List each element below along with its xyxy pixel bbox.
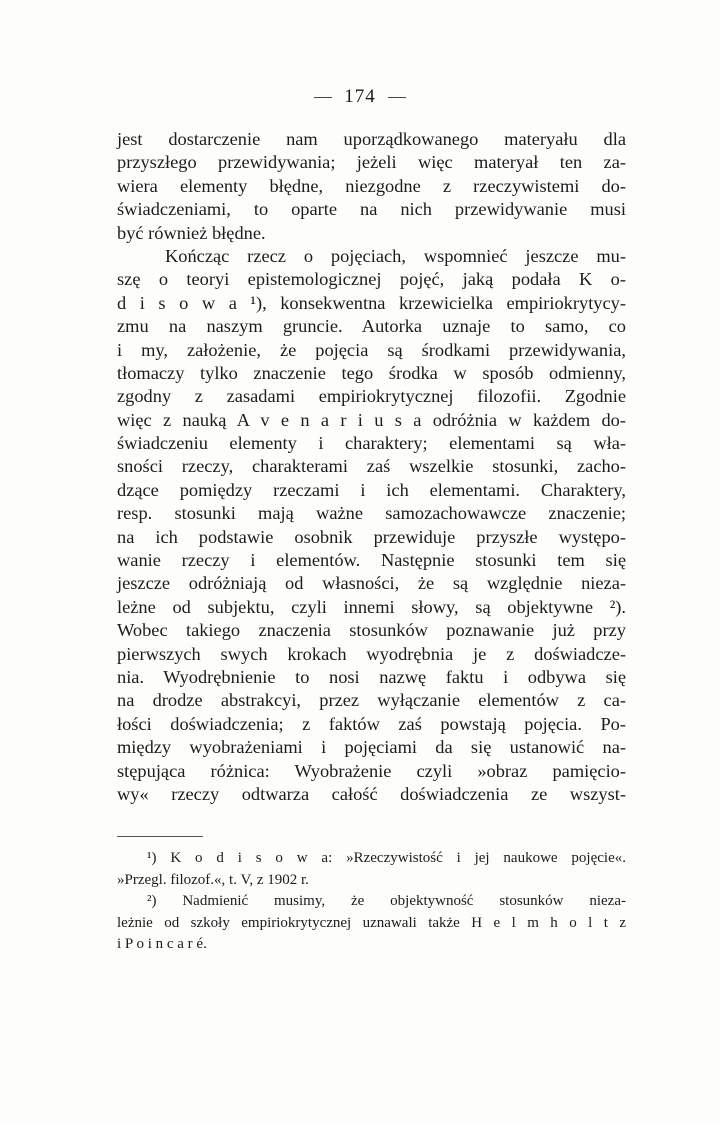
text-line: zgodny z zasadami empiriokrytycznej filozofii. Zgodnie <box>117 386 626 407</box>
header-dash-right <box>388 97 406 98</box>
text-line: pierwszych swych krokach wyodrębnia je z doświadcze- <box>117 643 626 664</box>
text-line: stępująca różnica: Wyobrażenie czyli »obraz pamięcio- <box>117 760 626 781</box>
text-line: wiera elementy błędne, niezgodne z rzeczywistemi do- <box>117 175 626 196</box>
footnote-divider <box>117 836 203 837</box>
text-line: jeszcze odróżniają od własności, że są względnie nieza- <box>117 573 626 594</box>
text-line: łości doświadczenia; z faktów zaś powstają pojęcia. Po- <box>117 713 626 734</box>
footnote-line: ²) Nadmienić musimy, że objektywność stosunków nieza- <box>147 893 626 909</box>
text-line: więc z nauką A v e n a r i u s a odróżnia w każdem do- <box>117 409 626 430</box>
page-number: 174 <box>344 86 376 107</box>
text-line: leżne od subjektu, czyli innemi słowy, są objektywne ²). <box>117 596 626 617</box>
text-line: świadczeniami, to oparte na nich przewidywanie musi <box>117 199 626 220</box>
page-header <box>0 86 720 108</box>
header-dash-left <box>314 97 332 98</box>
text-line: na ich podstawie osobnik przewiduje przyszłe występo- <box>117 526 626 547</box>
text-line: zmu na naszym gruncie. Autorka uznaje to samo, co <box>117 316 626 337</box>
text-line: wy« rzeczy odtwarza całość doświadczenia ze wszyst- <box>117 783 626 804</box>
text-line: i my, założenie, że pojęcia są środkami przewidywania, <box>117 339 626 360</box>
text-line: być również błędne. <box>117 222 266 243</box>
text-line: d i s o w a ¹), konsekwentna krzewicielka empiriokrytycy- <box>117 292 626 313</box>
text-line: resp. stosunki mają ważne samozachowawcze znaczenie; <box>117 503 626 524</box>
text-line: wanie rzeczy i elementów. Następnie stosunki tem się <box>117 550 626 571</box>
text-line: Kończąc rzecz o pojęciach, wspomnieć jeszcze mu- <box>165 245 626 266</box>
footnotes <box>117 848 626 956</box>
text-line: dzące pomiędzy rzeczami i ich elementami. Charaktery, <box>117 479 626 500</box>
text-line: nia. Wyodrębnienie to nosi nazwę faktu i odbywa się <box>117 666 626 687</box>
text-line: jest dostarczenie nam uporządkowanego materyału dla <box>117 129 626 149</box>
text-line: sności rzeczy, charakterami zaś wszelkie stosunki, zacho- <box>117 456 626 477</box>
footnote-line: »Przegl. filozof.«, t. V, z 1902 r. <box>117 871 309 888</box>
text-line: tłomaczy tylko znaczenie tego środka w sposób odmienny, <box>117 362 626 383</box>
text-line: między wyobrażeniami i pojęciami da się ustanowić na- <box>117 737 626 758</box>
text-line: świadczeniu elementy i charaktery; elementami są wła- <box>117 433 626 454</box>
text-line: Wobec takiego znaczenia stosunków poznawanie już przy <box>117 620 626 641</box>
text-line: przyszłego przewidywania; jeżeli więc materyał ten za- <box>117 152 626 173</box>
main-text <box>117 128 626 806</box>
text-line: na drodze abstrakcyi, przez wyłączanie elementów z ca- <box>117 690 626 711</box>
footnote-line: ¹) K o d i s o w a: »Rzeczywistość i jej naukowe pojęcie«. <box>147 850 626 866</box>
footnote-line: leżnie od szkoły empiriokrytycznej uznawali także H e l m h o l t z <box>117 914 626 931</box>
text-line: szę o teoryi epistemologicznej pojęć, jaką podała K o- <box>117 269 626 290</box>
footnote-line: i P o i n c a r é. <box>117 936 207 952</box>
